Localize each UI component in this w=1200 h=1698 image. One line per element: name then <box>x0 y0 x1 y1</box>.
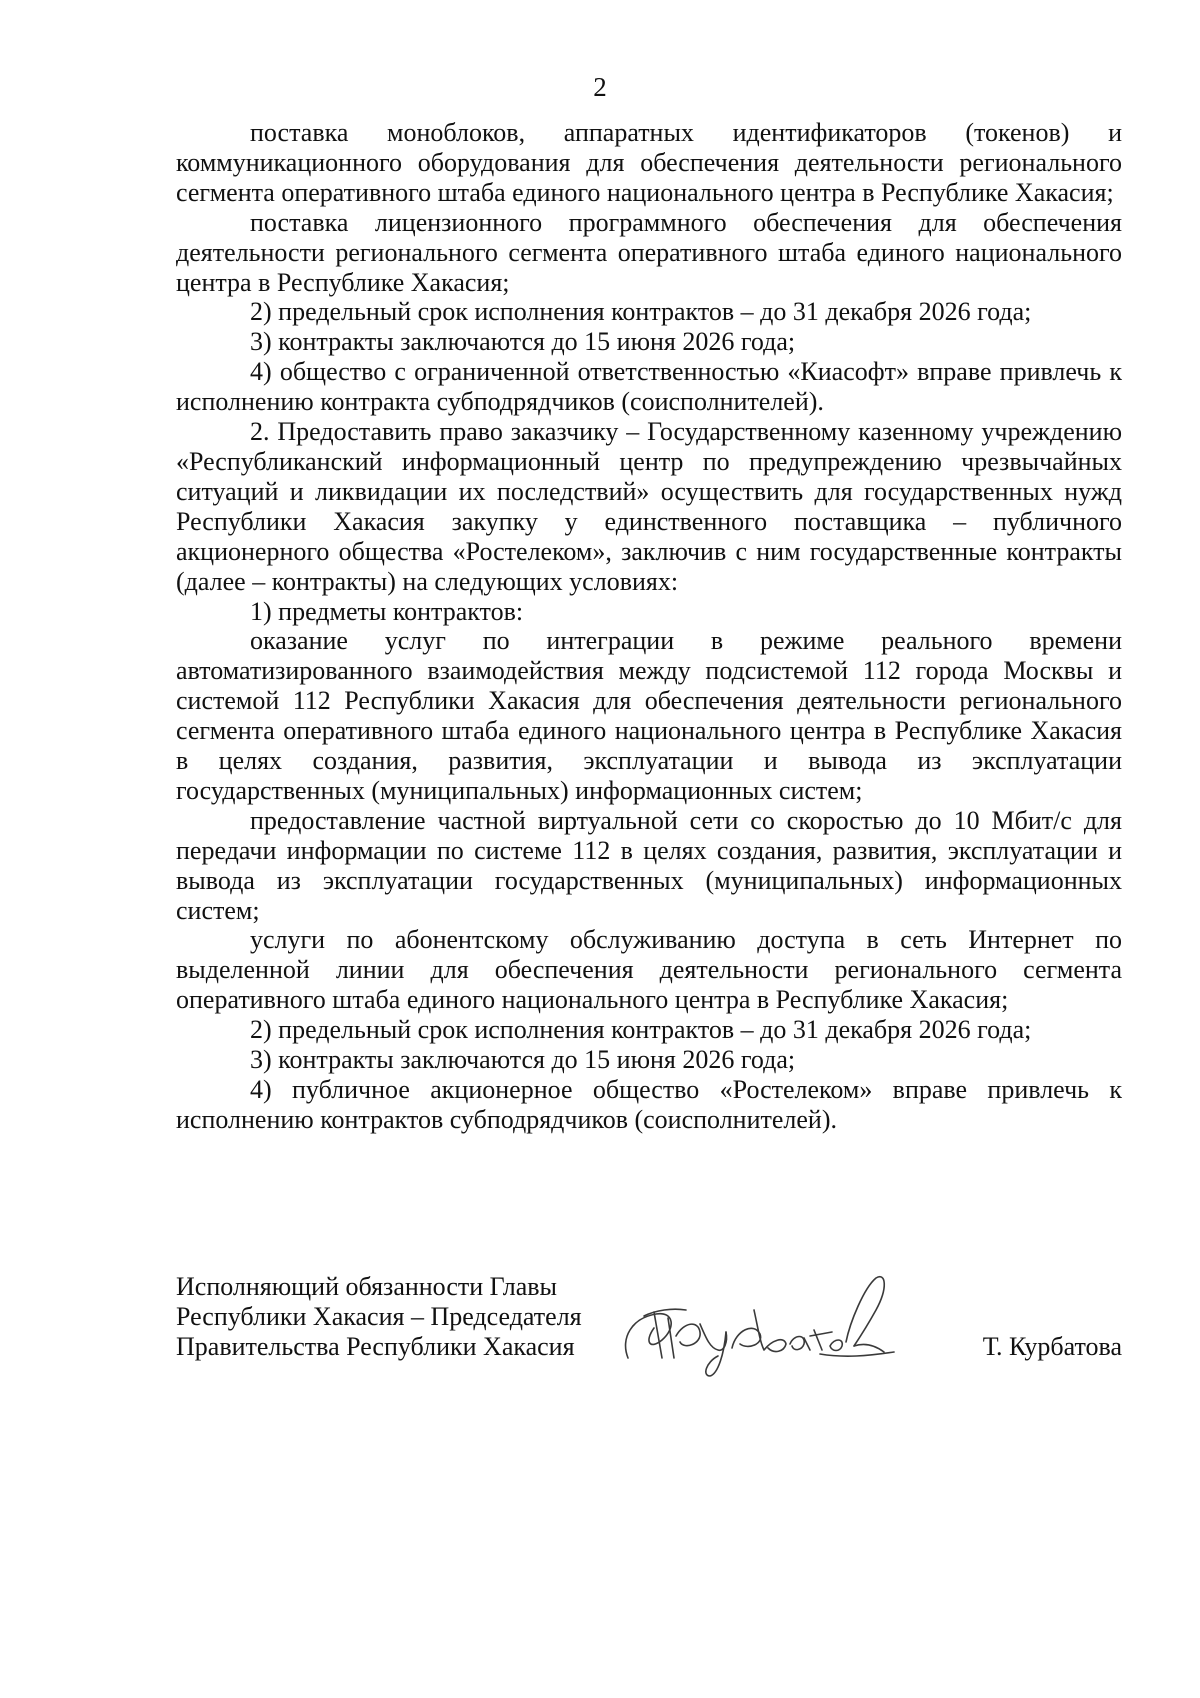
paragraph-integration-services: оказание услуг по интеграции в режиме реального времени автоматизированного взаимодействия между подсистемой 112 города Москвы и системой 112 Республики Хакасия для обеспечения деятельности регионального сегмента оперативного штаба единого национального центра в Республике Хакасия в целях создания, развития, эксплуатации и вывода из эксплуатации государственных (муниципальных) информационных систем; <box>176 626 1122 805</box>
paragraph-section-2: 2. Предоставить право заказчику – Государственному казенному учреждению «Республиканский информационный центр по предупреждению чрезвычайных ситуаций и ликвидации их последствий» осуществить для государственных нужд Республики Хакасия закупку у единственного поставщика – публичного акционерного общества «Ростелеком», заключив с ним государственные контракты (далее – контракты) на следующих условиях: <box>176 417 1122 596</box>
paragraph-subcontractors-rostelecom: 4) публичное акционерное общество «Ростелеком» вправе привлечь к исполнению контрактов субподрядчиков (соисполнителей). <box>176 1075 1122 1134</box>
handwritten-signature-icon <box>614 1258 904 1378</box>
paragraph-deadline-2: 2) предельный срок исполнения контрактов – до 31 декабря 2026 года; <box>250 1015 1032 1045</box>
signatory-title-line: Исполняющий обязанности Главы <box>176 1272 557 1301</box>
paragraph-subcontractors-kiasoft: 4) общество с ограниченной ответственностью «Киасофт» вправе привлечь к исполнению контракта субподрядчиков (соисполнителей). <box>176 357 1122 417</box>
signatory-title-line: Республики Хакасия – Председателя <box>176 1301 582 1331</box>
paragraph-contract-date-1: 3) контракты заключаются до 15 июня 2026 года; <box>250 327 796 357</box>
paragraph-deadline-1: 2) предельный срок исполнения контрактов – до 31 декабря 2026 года; <box>250 297 1032 327</box>
paragraph-contract-subjects: 1) предметы контрактов: <box>250 596 524 626</box>
paragraph-internet-access: услуги по абонентскому обслуживанию доступа в сеть Интернет по выделенной линии для обеспечения деятельности регионального сегмента оперативного штаба единого национального центра в Республике Хакасия; <box>176 925 1122 1015</box>
signatory-title-line: Правительства Республики Хакасия <box>176 1331 575 1361</box>
paragraph-contract-date-2: 3) контракты заключаются до 15 июня 2026 года; <box>250 1045 796 1075</box>
paragraph-private-network: предоставление частной виртуальной сети со скоростью до 10 Мбит/с для передачи информации по системе 112 в целях создания, развития, эксплуатации и вывода из эксплуатации государственных (муниципальных) информационных систем; <box>176 805 1122 925</box>
signature-block <box>176 1272 1122 1392</box>
page-number: 2 <box>593 72 607 102</box>
signatory-name: Т. Курбатова <box>982 1332 1122 1361</box>
signatory-title <box>176 1272 616 1362</box>
document-body <box>176 118 1122 1135</box>
paragraph-supply-software: поставка лицензионного программного обеспечения для обеспечения деятельности регионального сегмента оперативного штаба единого национального центра в Республике Хакасия; <box>176 207 1122 297</box>
paragraph-supply-monoblocks: поставка моноблоков, аппаратных идентификаторов (токенов) и коммуникационного оборудования для обеспечения деятельности регионального сегмента оперативного штаба единого национального центра в Республике Хакасия; <box>176 118 1122 207</box>
